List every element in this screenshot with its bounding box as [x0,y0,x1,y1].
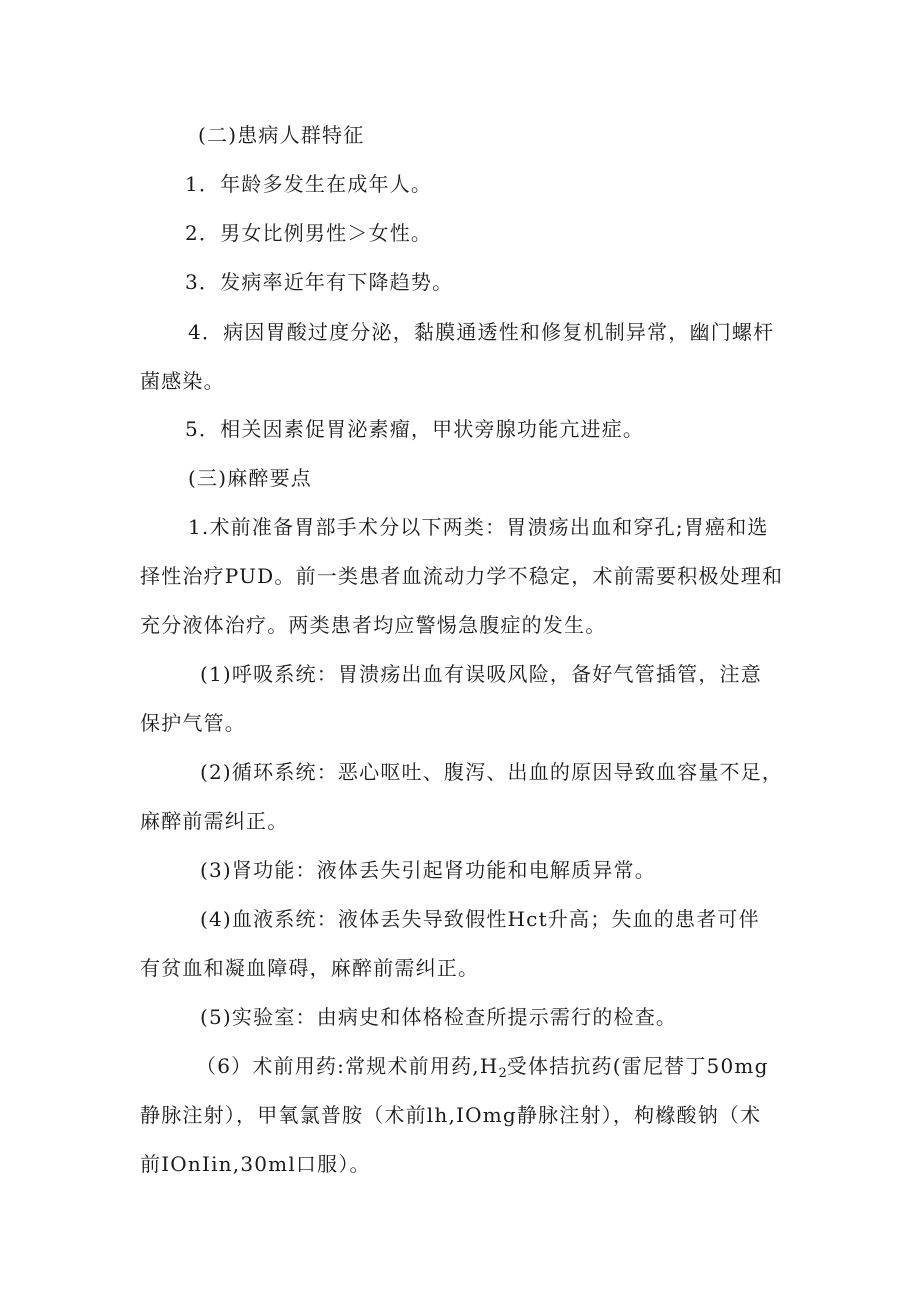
list-item-related-factors: 5．相关因素促胃泌素瘤，甲状旁腺功能亢进症。 [185,417,645,441]
subitem-respiratory-line2: 保护气管。 [140,711,246,735]
subitem-renal: (3)肾功能：液体丢失引起肾功能和电解质异常。 [200,858,656,882]
subitem-premedication-line3: 前IOnIin,30ml口服）。 [140,1152,371,1176]
subitem-laboratory: (5)实验室：由病史和体格检查所提示需行的检查。 [200,1005,678,1029]
section-heading-patient-population: (二)患病人群特征 [198,123,365,147]
premed-text-b: 受体拮抗药(雷尼替丁50mg [506,1054,769,1078]
subitem-circulatory-line1: (2)循环系统：恶心呕吐、腹泻、出血的原因导致血容量不足， [200,760,784,784]
premed-text-a: （6）术前用药:常规术前用药,H [196,1054,499,1078]
section-heading-anesthesia: (三)麻醉要点 [188,466,313,490]
paragraph-preop-line2: 择性治疗PUD。前一类患者血流动力学不稳定，术前需要积极处理和 [140,564,784,588]
paragraph-preop-line1: 1.术前准备胃部手术分以下两类：胃溃疡出血和穿孔;胃癌和选 [188,515,769,539]
subitem-premedication-line2: 静脉注射），甲氧氯普胺（术前lh,IOmg静脉注射），枸橼酸钠（术 [140,1103,762,1127]
list-item-etiology-line1: 4．病因胃酸过度分泌，黏膜通透性和修复机制异常，幽门螺杆 [188,320,775,344]
list-item-age: 1．年龄多发生在成年人。 [185,172,433,196]
subitem-respiratory-line1: (1)呼吸系统：胃溃疡出血有误吸风险，备好气管插管，注意 [200,662,762,686]
subitem-circulatory-line2: 麻醉前需纠正。 [140,809,289,833]
subitem-hematologic-line1: (4)血液系统：液体丢失导致假性Hct升高；失血的患者可伴 [200,907,760,931]
subitem-hematologic-line2: 有贫血和凝血障碍，麻醉前需纠正。 [140,956,480,980]
list-item-incidence: 3．发病率近年有下降趋势。 [185,270,454,294]
paragraph-preop-line3: 充分液体治疗。两类患者均应警惕急腹症的发生。 [140,613,607,637]
subitem-premedication-line1 [196,1052,769,1080]
list-item-etiology-line2: 菌感染。 [140,369,225,393]
list-item-sex-ratio: 2．男女比例男性＞女性。 [185,221,433,245]
subscript-2: 2 [498,1066,507,1081]
